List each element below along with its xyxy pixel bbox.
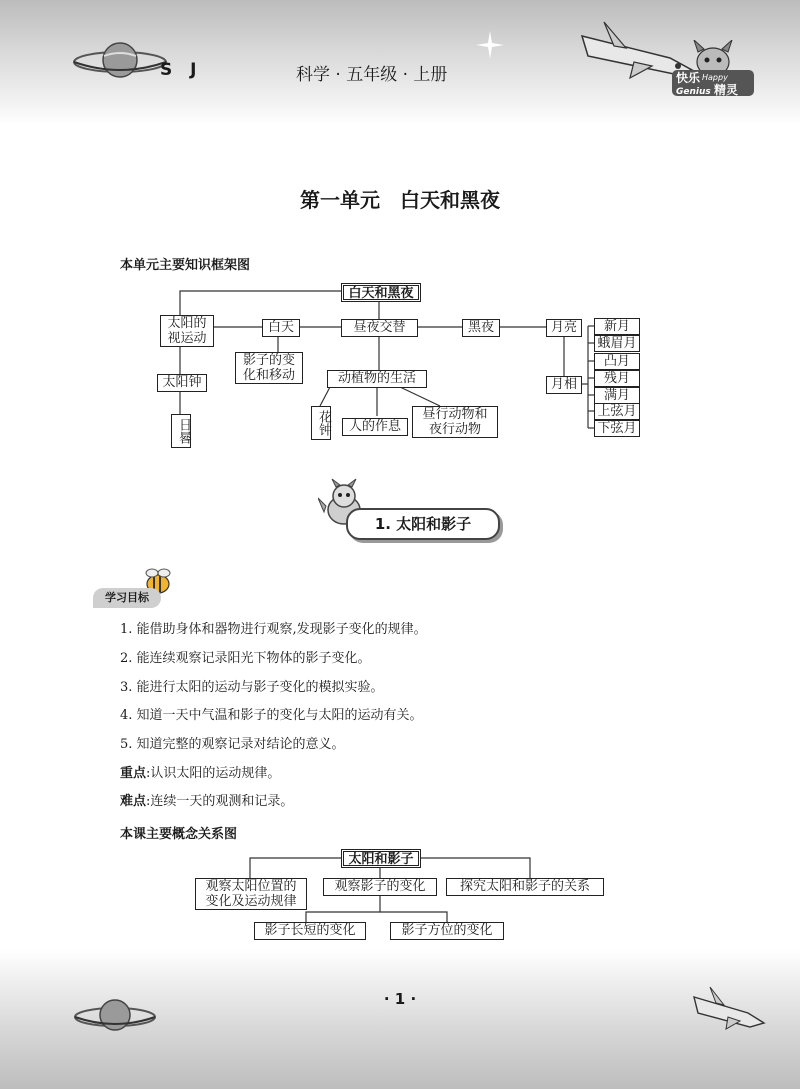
fw-night: 黑夜: [462, 319, 500, 337]
fw-flower-clock: 花钟: [311, 406, 331, 440]
fw-phase: 满月: [594, 387, 640, 404]
page-number: · 1 ·: [383, 990, 417, 1008]
key-point-text: :认识太阳的运动规律。: [146, 766, 281, 781]
lesson-title: 1. 太阳和影子: [346, 508, 500, 540]
key-point-label: 重点: [120, 766, 147, 781]
fw-phase: 残月: [594, 370, 640, 387]
fw-animals: 昼行动物和 夜行动物: [412, 406, 498, 438]
svg-text:Happy: Happy: [702, 73, 728, 82]
svg-text:精灵: 精灵: [714, 83, 739, 97]
fw-phase: 凸月: [594, 353, 640, 370]
goal-item: 4. 知道一天中气温和影子的变化与太阳的运动有关。: [120, 708, 423, 723]
unit-title: 第一单元 白天和黑夜: [300, 188, 500, 212]
goals-badge: 学习目标: [93, 588, 161, 608]
framework-label: 本单元主要知识框架图: [120, 258, 251, 273]
cc-explore: 探究太阳和影子的关系: [446, 878, 604, 896]
fw-moon: 月亮: [546, 319, 582, 337]
fw-sun-clock: 太阳钟: [157, 374, 207, 392]
book-title: 科学 · 五年级 · 上册: [296, 65, 448, 85]
cc-observe-sun: 观察太阳位置的 变化及运动规律: [195, 878, 307, 910]
fw-moon-phase: 月相: [546, 376, 582, 394]
fw-day-night: 昼夜交替: [341, 319, 418, 337]
fw-sun-motion: 太阳的 视运动: [160, 315, 214, 347]
difficulty-text: :连续一天的观测和记录。: [146, 794, 294, 809]
goal-item: 3. 能进行太阳的运动与影子变化的模拟实验。: [120, 680, 384, 695]
concept-label: 本课主要概念关系图: [120, 827, 238, 842]
fw-phase: 蛾眉月: [594, 335, 640, 352]
fw-phase: 新月: [594, 318, 640, 335]
fw-phase: 上弦月: [594, 403, 640, 420]
svg-text:Genius: Genius: [676, 87, 711, 97]
cc-root: 太阳和影子: [341, 849, 421, 868]
goal-item: 2. 能连续观察记录阳光下物体的影子变化。: [120, 651, 371, 666]
goal-item: 5. 知道完整的观察记录对结论的意义。: [120, 737, 345, 752]
cc-length: 影子长短的变化: [254, 922, 366, 940]
fw-root: 白天和黑夜: [341, 283, 421, 302]
fw-sundial: 日晷: [171, 414, 191, 448]
planet-icon: [70, 995, 160, 1039]
fw-phase: 下弦月: [594, 420, 640, 437]
space-shuttle-icon: [690, 985, 770, 1031]
series-code: S J: [160, 60, 203, 80]
fw-shadow-change: 影子的变 化和移动: [235, 352, 303, 384]
difficulty-label: 难点: [120, 794, 147, 809]
fw-life: 动植物的生活: [327, 370, 427, 388]
svg-text:快乐: 快乐: [676, 71, 701, 85]
goal-item: 1. 能借助身体和器物进行观察,发现影子变化的规律。: [120, 622, 427, 637]
cc-observe-shadow: 观察影子的变化: [323, 878, 437, 896]
fw-human-rest: 人的作息: [342, 418, 408, 436]
cc-direction: 影子方位的变化: [390, 922, 504, 940]
fw-day: 白天: [262, 319, 300, 337]
